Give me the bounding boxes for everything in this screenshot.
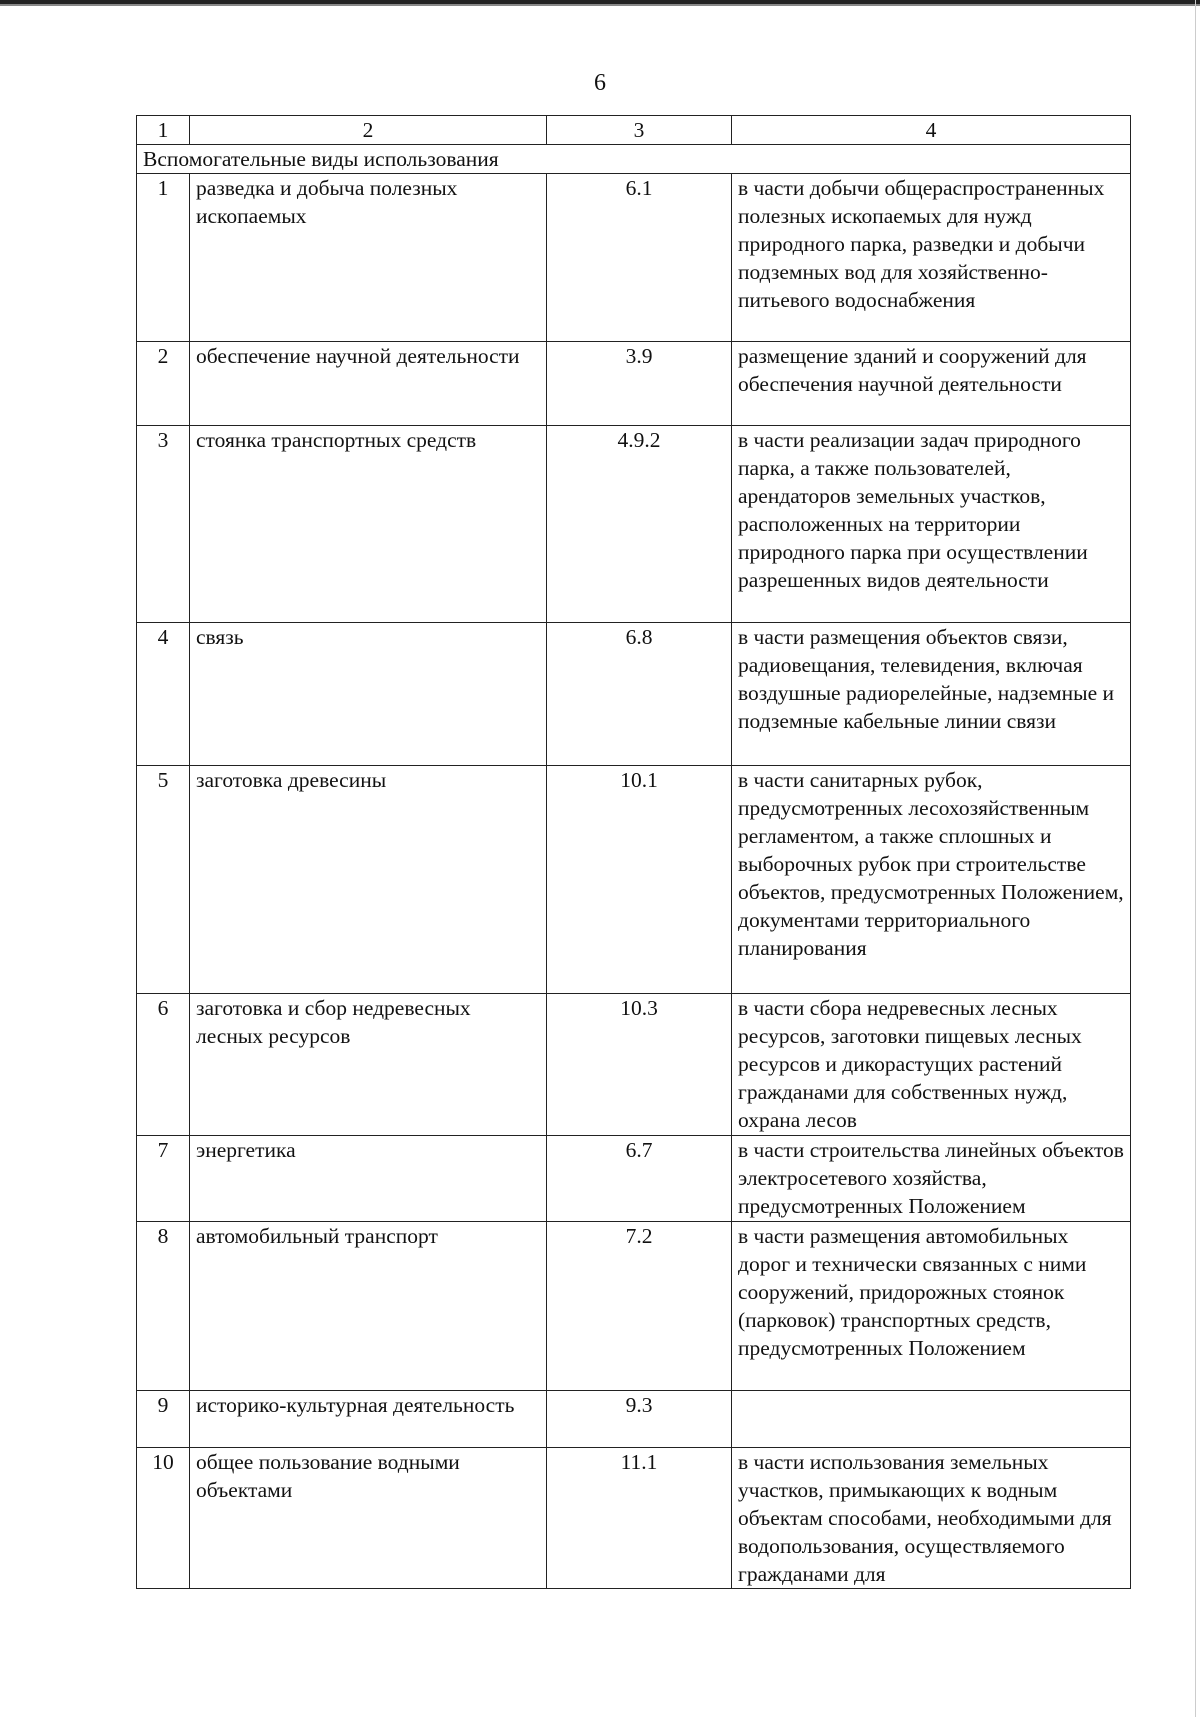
table-row	[137, 1222, 1131, 1391]
row-code: 9.3	[547, 1391, 732, 1448]
row-note	[732, 1391, 1131, 1448]
row-note: в части реализации задач природного парка, а также пользователей, арендаторов земельных участков, расположенных на территории природного парка при осуществлении разрешенных видов деятельности	[732, 426, 1131, 623]
row-name: энергетика	[190, 1136, 547, 1222]
row-name: разведка и добыча полезных ископаемых	[190, 174, 547, 342]
row-number: 5	[137, 766, 190, 994]
row-name: историко-культурная деятельность	[190, 1391, 547, 1448]
row-note: размещение зданий и сооружений для обеспечения научной деятельности	[732, 342, 1131, 426]
row-name: связь	[190, 623, 547, 766]
row-code: 10.1	[547, 766, 732, 994]
row-code: 4.9.2	[547, 426, 732, 623]
row-number: 9	[137, 1391, 190, 1448]
row-number: 10	[137, 1448, 190, 1589]
row-note: в части сбора недревесных лесных ресурсов, заготовки пищевых лесных ресурсов и дикорастущих растений гражданами для собственных нужд, охрана лесов	[732, 994, 1131, 1136]
section-title: Вспомогательные виды использования	[137, 145, 1131, 174]
row-name: автомобильный транспорт	[190, 1222, 547, 1391]
row-code: 6.1	[547, 174, 732, 342]
row-number: 4	[137, 623, 190, 766]
row-number: 3	[137, 426, 190, 623]
land-use-table	[136, 115, 1131, 1589]
table-header-row	[137, 116, 1131, 145]
row-number: 7	[137, 1136, 190, 1222]
header-col-2: 2	[190, 116, 547, 145]
row-note: в части добычи общераспространенных полезных ископаемых для нужд природного парка, разведки и добычи подземных вод для хозяйственно-питьевого водоснабжения	[732, 174, 1131, 342]
row-name: обеспечение научной деятельности	[190, 342, 547, 426]
row-note: в части строительства линейных объектов электросетевого хозяйства, предусмотренных Положением	[732, 1136, 1131, 1222]
table-row	[137, 1391, 1131, 1448]
header-col-3: 3	[547, 116, 732, 145]
row-code: 10.3	[547, 994, 732, 1136]
row-number: 8	[137, 1222, 190, 1391]
row-name: общее пользование водными объектами	[190, 1448, 547, 1589]
section-row	[137, 145, 1131, 174]
table-row	[137, 994, 1131, 1136]
table-row	[137, 174, 1131, 342]
row-note: в части санитарных рубок, предусмотренных лесохозяйственным регламентом, а также сплошных и выборочных рубок при строительстве объектов, предусмотренных Положением, документами территориального планирования	[732, 766, 1131, 994]
row-code: 11.1	[547, 1448, 732, 1589]
page-number: 6	[594, 70, 606, 96]
row-name: стоянка транспортных средств	[190, 426, 547, 623]
row-name: заготовка древесины	[190, 766, 547, 994]
row-note: в части размещения объектов связи, радиовещания, телевидения, включая воздушные радиорелейные, надземные и подземные кабельные линии связи	[732, 623, 1131, 766]
table-row	[137, 426, 1131, 623]
table-row	[137, 1448, 1131, 1589]
table-row	[137, 766, 1131, 994]
row-note: в части размещения автомобильных дорог и технически связанных с ними сооружений, придорожных стоянок (парковок) транспортных средств, предусмотренных Положением	[732, 1222, 1131, 1391]
row-code: 6.7	[547, 1136, 732, 1222]
row-name: заготовка и сбор недревесных лесных ресурсов	[190, 994, 547, 1136]
header-col-1: 1	[137, 116, 190, 145]
table-row	[137, 1136, 1131, 1222]
table-row	[137, 623, 1131, 766]
row-code: 7.2	[547, 1222, 732, 1391]
row-code: 6.8	[547, 623, 732, 766]
row-code: 3.9	[547, 342, 732, 426]
row-number: 2	[137, 342, 190, 426]
scan-edge-right	[1195, 0, 1196, 1717]
scan-edge-top-shadow	[0, 4, 1200, 6]
row-number: 6	[137, 994, 190, 1136]
table-row	[137, 342, 1131, 426]
header-col-4: 4	[732, 116, 1131, 145]
row-number: 1	[137, 174, 190, 342]
row-note: в части использования земельных участков, примыкающих к водным объектам способами, необходимыми для водопользования, осуществляемого гражданами для	[732, 1448, 1131, 1589]
